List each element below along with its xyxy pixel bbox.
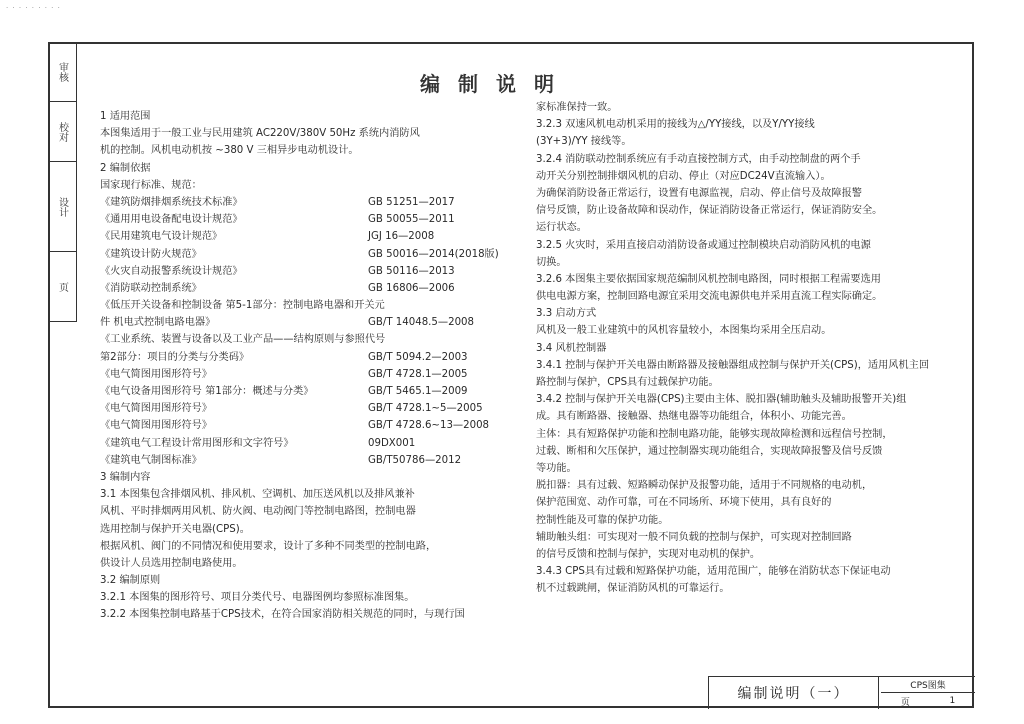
text-line [536, 116, 956, 133]
page-top-text: · · · · · · · · · [6, 4, 61, 12]
text-line [100, 469, 510, 486]
text-line [100, 417, 510, 434]
approval-label: 设计 [56, 196, 68, 217]
line-text: 1 适用范围 [100, 111, 151, 122]
line-text: 本图集适用于一般工业与民用建筑 AC220V/380V 50Hz 系统内消防风 [100, 128, 420, 140]
text-line [100, 263, 510, 280]
standard-code: GB/T50786—2012 [368, 454, 462, 466]
text-line [536, 185, 956, 202]
line-text: 辅助触头组：可实现对一般不同负载的控制与保护，可实现对控制回路 [536, 531, 852, 543]
line-text: (3Y+3)/YY 接线等。 [536, 136, 632, 148]
text-line [536, 99, 956, 116]
line-text: 等功能。 [536, 462, 577, 474]
approval-cell [48, 102, 76, 162]
line-text: 家标准保持一致。 [536, 102, 618, 113]
text-line [100, 194, 510, 211]
text-line [536, 512, 956, 529]
line-text: 《电气设备用图形符号 第1部分：概述与分类》 [100, 386, 314, 397]
text-line [536, 340, 956, 357]
text-line [536, 168, 956, 185]
text-line [536, 546, 956, 563]
text-line [100, 555, 510, 572]
line-text: 3.4.3 CPS具有过载和短路保护功能，适用范围广，能够在消防状态下保证电动 [536, 566, 891, 578]
sheet-title: 编制说明 [420, 72, 572, 96]
line-text: 《电气简图用图形符号》 [100, 403, 213, 415]
line-text: 国家现行标准、规范： [100, 179, 202, 191]
page-label: 页 [900, 697, 910, 708]
text-line [536, 563, 956, 580]
text-line [536, 426, 956, 443]
line-text: 信号反馈，防止设备故障和误动作，保证消防设备正常运行，保证消防安全。 [536, 205, 883, 217]
line-text: 《建筑电气制图标准》 [100, 454, 202, 466]
line-text: 3.2.5 火灾时，采用直接启动消防设备或通过控制模块启动消防风机的电源 [536, 239, 871, 251]
text-line [100, 108, 510, 125]
line-text: 2 编制依据 [100, 162, 151, 174]
line-text: 《通用用电设备配电设计规范》 [100, 214, 243, 226]
standard-code: GB/T 4728.1~5—2005 [368, 403, 483, 415]
line-text: 脱扣器：具有过载、短路瞬动保护及报警功能，适用于不同规格的电动机， [536, 480, 873, 492]
right-text-column [536, 99, 956, 597]
standard-code: GB/T 4728.1—2005 [368, 368, 468, 380]
approval-label: 页 [56, 281, 68, 292]
line-text: 供设计人员选用控制电路使用。 [100, 557, 243, 569]
text-line [536, 288, 956, 305]
text-line [536, 408, 956, 425]
text-line [536, 219, 956, 236]
line-text: 3.2.4 消防联动控制系统应有手动直接控制方式，由手动控制盘的两个手 [536, 153, 861, 165]
standard-code: GB 50116—2013 [368, 265, 455, 277]
approval-cell [48, 42, 76, 102]
title-block-code: CPS图集 [881, 677, 975, 693]
text-line [100, 383, 510, 400]
approval-label: 校对 [56, 121, 68, 142]
line-text: 件 机电式控制电路电器》 [100, 317, 216, 329]
line-text: 控制性能及可靠的保护功能。 [536, 514, 669, 526]
text-line [536, 391, 956, 408]
line-text: 机的控制。风机电动机按 ~380 V 三相异步电动机设计。 [100, 145, 359, 157]
line-text: 3.2.3 双速风机电动机采用的接线为△/YY接线，以及Y/YY接线 [536, 119, 815, 131]
text-line [100, 246, 510, 263]
line-text: 路控制与保护，CPS具有过载保护功能。 [536, 377, 719, 388]
approval-label: 审核 [56, 61, 68, 82]
line-text: 《建筑电气工程设计常用图形和文字符号》 [100, 437, 294, 449]
text-line [100, 297, 510, 314]
text-line [536, 494, 956, 511]
text-line [100, 228, 510, 245]
text-line [100, 400, 510, 417]
text-line [536, 529, 956, 546]
text-line [536, 305, 956, 322]
text-line [536, 374, 956, 391]
text-line [100, 538, 510, 555]
text-line [536, 254, 956, 271]
line-text: 3.1 本图集包含排烟风机、排风机、空调机、加压送风机以及排风兼补 [100, 489, 415, 501]
standard-code: GB/T 14048.5—2008 [368, 317, 475, 329]
standard-code: 09DX001 [368, 437, 416, 449]
line-text: 《建筑防烟排烟系统技术标准》 [100, 196, 243, 208]
line-text: 保护范围宽、动作可靠，可在不同场所、环境下使用，具有良好的 [536, 497, 832, 509]
text-line [100, 331, 510, 348]
text-line [100, 503, 510, 520]
line-text: 切换。 [536, 256, 567, 268]
line-text: 《消防联动控制系统》 [100, 282, 202, 294]
line-text: 3.2.1 本图集的图形符号、项目分类代号、电器图例均参照标准图集。 [100, 592, 415, 604]
line-text: 主体：具有短路保护功能和控制电路功能，能够实现故障检测和远程信号控制， [536, 428, 893, 440]
line-text: 3.4.1 控制与保护开关电器由断路器及接触器组成控制与保护开关(CPS)，适用风机主回 [536, 359, 930, 371]
text-line [100, 349, 510, 366]
line-text: 成。具有断路器、接触器、热继电器等功能组合，体积小、功能完善。 [536, 411, 852, 423]
standard-code: GB/T 5094.2—2003 [368, 351, 468, 363]
line-text: 3.3 启动方式 [536, 308, 597, 320]
line-text: 根据风机、阀门的不同情况和使用要求，设计了多种不同类型的控制电路， [100, 540, 437, 552]
text-line [100, 125, 510, 142]
line-text: 《低压开关设备和控制设备 第5-1部分：控制电路电器和开关元 [100, 300, 385, 312]
text-line [100, 211, 510, 228]
line-text: 《工业系统、装置与设备以及工业产品——结构原则与参照代号 [100, 334, 386, 346]
text-line [100, 606, 510, 623]
line-text: 动开关分别控制排烟风机的启动、停止（对应DC24V直流输入）。 [536, 170, 831, 182]
standard-code: GB 50016—2014(2018版) [368, 248, 499, 260]
line-text: 3.4 风机控制器 [536, 342, 607, 354]
line-text: 3.4.2 控制与保护开关电器(CPS)主要由主体、脱扣器(辅助触头及辅助报警开关)组 [536, 394, 907, 406]
line-text: 3.2 编制原则 [100, 575, 161, 587]
text-line [536, 151, 956, 168]
text-line [100, 486, 510, 503]
standard-code: GB 16806—2006 [368, 282, 455, 294]
text-line [100, 521, 510, 538]
line-text: 运行状态。 [536, 222, 587, 234]
line-text: 机不过载跳闸，保证消防风机的可靠运行。 [536, 583, 730, 595]
line-text: 3.2.6 本图集主要依据国家规范编制风机控制电路图，同时根据工程需要选用 [536, 273, 881, 285]
line-text: 第2部分：项目的分类与分类码》 [100, 351, 250, 363]
text-line [536, 357, 956, 374]
title-block-name: 编制说明（一） [709, 677, 879, 709]
page-number: 1 [949, 696, 956, 706]
text-line [536, 322, 956, 339]
standard-code: GB/T 4728.6~13—2008 [368, 420, 490, 432]
line-text: 供电电源方案，控制回路电源宜采用交流电源供电并采用直流工程实际确定。 [536, 291, 883, 303]
text-line [536, 580, 956, 597]
text-line [100, 435, 510, 452]
line-text: 《建筑设计防火规范》 [100, 248, 202, 260]
title-block-page [881, 693, 975, 709]
text-line [100, 572, 510, 589]
text-line [536, 460, 956, 477]
text-line [536, 202, 956, 219]
text-line [536, 271, 956, 288]
title-block [708, 676, 975, 709]
approval-cell [48, 162, 76, 252]
line-text: 风机、平时排烟两用风机、防火阀、电动阀门等控制电路图，控制电器 [100, 506, 416, 518]
line-text: 3 编制内容 [100, 471, 151, 483]
line-text: 3.2.2 本图集控制电路基于CPS技术，在符合国家消防相关规范的同时，与现行国 [100, 609, 465, 621]
standard-code: GB 50055—2011 [368, 214, 455, 226]
text-line [100, 177, 510, 194]
text-line [100, 142, 510, 159]
line-text: 《民用建筑电气设计规范》 [100, 231, 223, 243]
line-text: 选用控制与保护开关电器(CPS)。 [100, 523, 250, 535]
text-line [536, 237, 956, 254]
line-text: 为确保消防设备正常运行，设置有电源监视，启动、停止信号及故障报警 [536, 187, 862, 199]
text-line [100, 452, 510, 469]
standard-code: JGJ 16—2008 [368, 231, 435, 243]
text-line [100, 314, 510, 331]
line-text: 过载、断相和欠压保护，通过控制器实现功能组合，实现故障报警及信号反馈 [536, 445, 883, 457]
left-text-column [100, 108, 510, 624]
line-text: 《火灾自动报警系统设计规范》 [100, 265, 243, 277]
standard-code: GB/T 5465.1—2009 [368, 386, 468, 397]
text-line [100, 589, 510, 606]
text-line [536, 133, 956, 150]
text-line [100, 160, 510, 177]
text-line [536, 443, 956, 460]
line-text: 的信号反馈和控制与保护，实现对电动机的保护。 [536, 548, 761, 560]
line-text: 风机及一般工业建筑中的风机容量较小，本图集均采用全压启动。 [536, 325, 832, 337]
text-line [100, 280, 510, 297]
line-text: 《电气简图用图形符号》 [100, 368, 213, 380]
text-line [536, 477, 956, 494]
standard-code: GB 51251—2017 [368, 196, 455, 208]
approval-cell [48, 252, 76, 322]
line-text: 《电气简图用图形符号》 [100, 420, 213, 432]
text-line [100, 366, 510, 383]
approval-strip [48, 42, 77, 322]
